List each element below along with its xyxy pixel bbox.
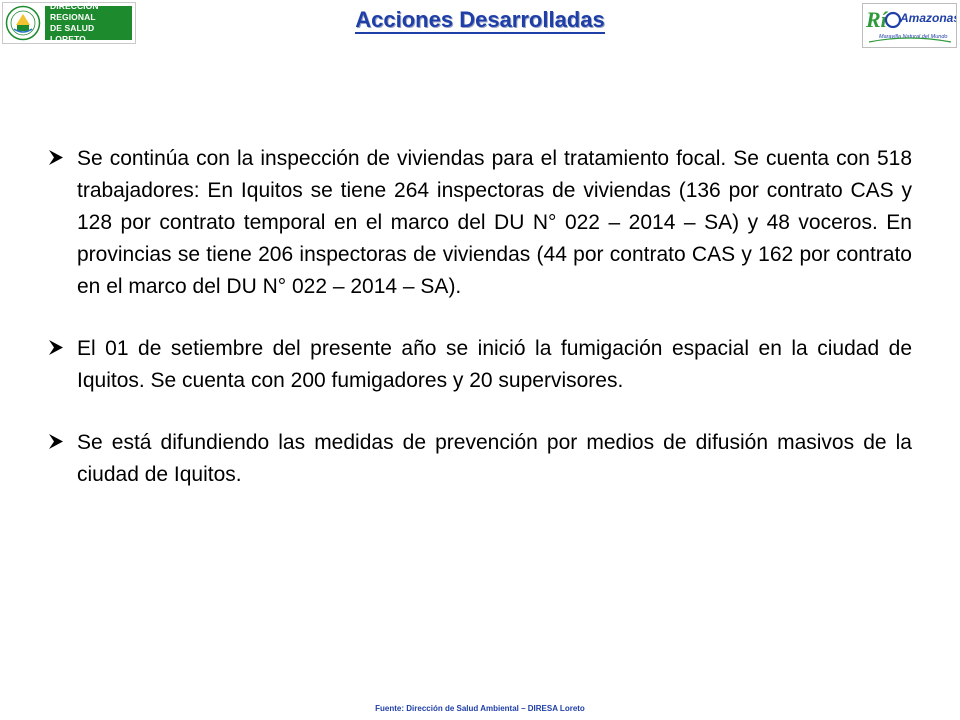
arrow-bullet-icon — [48, 433, 64, 450]
page-title — [0, 6, 960, 34]
svg-text:Rí: Rí — [866, 7, 887, 32]
logo-left-line1: DIRECCIÓN REGIONAL — [50, 1, 99, 22]
rio-amazonas-logo — [862, 3, 957, 48]
logo-right-tagline: Maravilla Natural del Mundo — [879, 34, 948, 40]
arrow-bullet-icon — [48, 149, 64, 166]
bullet-list — [48, 143, 912, 521]
bullet-item — [48, 333, 912, 397]
arrow-bullet-icon — [48, 339, 64, 356]
logo-right-wordmark: Amazonas — [900, 11, 956, 25]
bullet-item — [48, 143, 912, 303]
bullet-text: Se está difundiendo las medidas de prevención por medios de difusión masivos de la ciudad de Iquitos. — [77, 431, 912, 486]
bullet-text: Se continúa con la inspección de viviendas para el tratamiento focal. Se cuenta con 518 trabajadores: En Iquitos se tiene 264 inspectoras de viviendas (136 por contrato CAS y 128 por contrato temporal en el marco del DU N° 022 – 2014 – SA) y 48 voceros. En provincias se tiene 206 inspectoras de viviendas (44 por contrato CAS y 162 por contrato en el marco del DU N° 022 – 2014 – SA). — [77, 147, 912, 298]
bullet-item — [48, 427, 912, 491]
logo-left-line2: DE SALUD LORETO — [50, 23, 95, 44]
source-footer: Fuente: Dirección de Salud Ambiental – DIRESA Loreto — [375, 704, 585, 713]
bullet-text: El 01 de setiembre del presente año se inició la fumigación espacial en la ciudad de Iquitos. Se cuenta con 200 fumigadores y 20 supervisores. — [77, 337, 912, 392]
page-title-text: Acciones Desarrolladas — [355, 7, 605, 32]
rio-amazonas-logo-graphic — [863, 4, 956, 47]
